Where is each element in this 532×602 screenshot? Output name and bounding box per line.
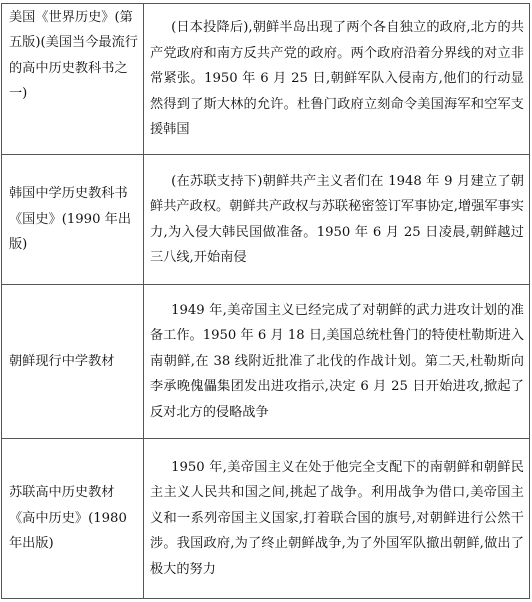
table-row (2, 155, 530, 285)
textbook-comparison-table (1, 3, 530, 599)
source-cell: 苏联高中历史教材《高中历史》(1980 年出版) (2, 439, 144, 599)
source-cell: 韩国中学历史教科书《国史》(1990 年出版) (2, 155, 144, 285)
table-row (2, 439, 530, 599)
content-cell: (日本投降后),朝鲜半岛出现了两个各自独立的政府,北方的共产党政府和南方反共产党的政府。两个政府沿着分界线的对立非常紧张。1950 年 6 月 25 日,朝鲜军队入侵南方,他们的行动显然得到了斯大林的允许。杜鲁门政府立刻命令美国海军和空军支援韩国 (144, 4, 530, 155)
source-cell: 美国《世界历史》(第五版)(美国当今最流行的高中历史教科书之一) (2, 4, 144, 155)
table-row (2, 4, 530, 155)
content-cell: (在苏联支持下)朝鲜共产主义者们在 1948 年 9 月建立了朝鲜共产政权。朝鲜共产政权与苏联秘密签订军事协定,增强军事实力,为入侵大韩民国做准备。1950 年 6 月 25 日凌晨,朝鲜越过三八线,开始南侵 (144, 155, 530, 285)
table-row (2, 285, 530, 439)
source-cell: 朝鲜现行中学教材 (2, 285, 144, 439)
content-cell: 1949 年,美帝国主义已经完成了对朝鲜的武力进攻计划的准备工作。1950 年 6 月 18 日,美国总统杜鲁门的特使杜勒斯进入南朝鲜,在 38 线附近批准了北伐的作战计划。第二天,杜勒斯向李承晚傀儡集团发出进攻指示,决定 6 月 25 日开始进攻,掀起了反对北方的侵略战争 (144, 285, 530, 439)
content-cell: 1950 年,美帝国主义在处于他完全支配下的南朝鲜和朝鲜民主主义人民共和国之间,挑起了战争。利用战争为借口,美帝国主义和一系列帝国主义国家,打着联合国的旗号,对朝鲜进行公然干涉。我国政府,为了终止朝鲜战争,为了外国军队撤出朝鲜,做出了极大的努力 (144, 439, 530, 599)
